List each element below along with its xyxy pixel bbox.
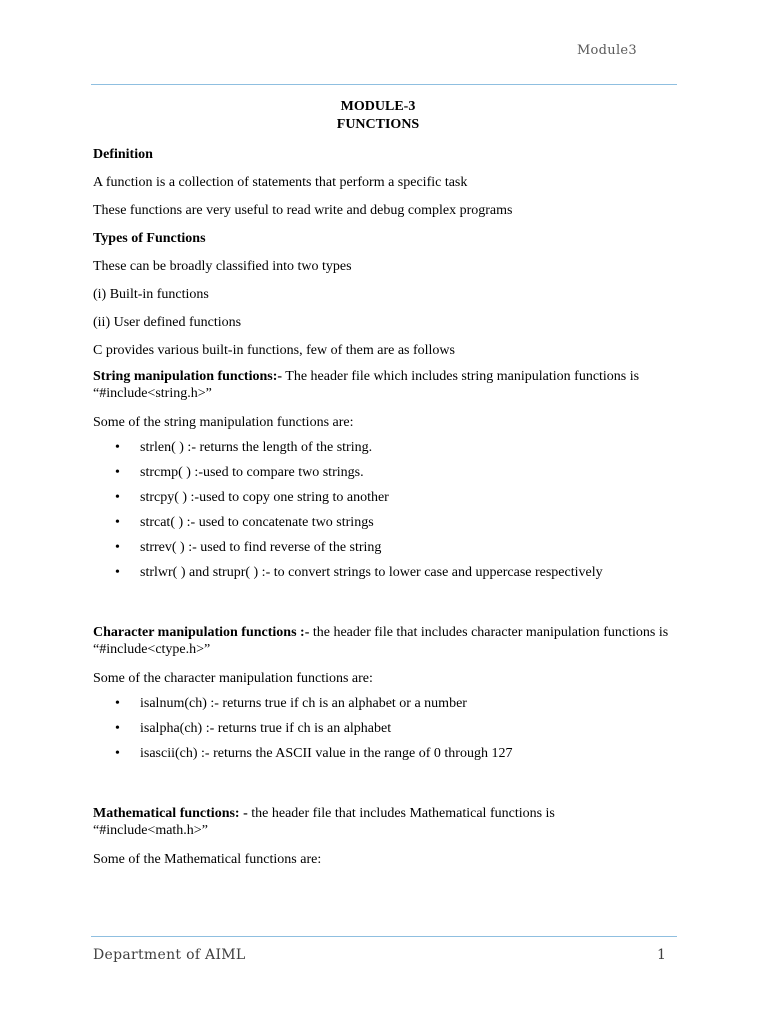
- list-item-text: strcpy( ) :-used to copy one string to another: [140, 490, 389, 505]
- types-heading: Types of Functions: [93, 231, 206, 246]
- bullet-icon: •: [115, 490, 120, 505]
- list-item: [93, 439, 673, 456]
- definition-heading: Definition: [93, 147, 153, 162]
- list-item: [93, 564, 673, 581]
- character-section-label: Character manipulation functions :-: [93, 625, 310, 640]
- types-paragraph: These can be broadly classified into two types: [93, 259, 352, 274]
- page-title: [83, 98, 673, 134]
- list-item: [93, 745, 673, 762]
- list-item-text: strcmp( ) :-used to compare two strings.: [140, 465, 364, 480]
- math-section-text: the header file that includes Mathematical functions is “#include<math.h>”: [93, 806, 555, 838]
- list-item-text: isascii(ch) :- returns the ASCII value in the range of 0 through 127: [140, 746, 513, 761]
- string-section-paragraph: [93, 368, 673, 402]
- string-section-label: String manipulation functions:-: [93, 369, 283, 384]
- list-item: [93, 695, 673, 712]
- bullet-icon: •: [115, 565, 120, 580]
- builtin-intro: C provides various built-in functions, few of them are as follows: [93, 343, 455, 358]
- title-functions: FUNCTIONS: [336, 117, 420, 132]
- document-body: [93, 98, 673, 868]
- definition-paragraph-1: A function is a collection of statements that perform a specific task: [93, 175, 468, 190]
- math-section-paragraph: [93, 805, 673, 839]
- list-item-text: isalpha(ch) :- returns true if ch is an alphabet: [140, 721, 392, 736]
- character-function-list: [93, 695, 673, 762]
- bullet-icon: •: [115, 696, 120, 711]
- bullet-icon: •: [115, 746, 120, 761]
- list-item: [93, 539, 673, 556]
- bullet-icon: •: [115, 515, 120, 530]
- character-intro: Some of the character manipulation functions are:: [93, 671, 373, 686]
- list-item: [93, 514, 673, 531]
- list-item-text: isalnum(ch) :- returns true if ch is an alphabet or a number: [140, 696, 467, 711]
- bullet-icon: •: [115, 540, 120, 555]
- list-item-text: strlwr( ) and strupr( ) :- to convert strings to lower case and uppercase respectively: [140, 565, 603, 580]
- math-section-label: Mathematical functions: -: [93, 806, 248, 821]
- title-module: MODULE-3: [340, 99, 416, 114]
- list-item: [93, 720, 673, 737]
- footer-divider: [91, 936, 677, 937]
- list-item-text: strcat( ) :- used to concatenate two strings: [140, 515, 374, 530]
- bullet-icon: •: [115, 440, 120, 455]
- list-item: [93, 464, 673, 481]
- footer-department: Department of AIML: [93, 947, 246, 963]
- character-section-text: the header file that includes character manipulation functions is “#include<ctype.h>”: [93, 625, 669, 657]
- types-item-builtin: (i) Built-in functions: [93, 287, 209, 302]
- list-item: [93, 489, 673, 506]
- string-function-list: [93, 439, 673, 581]
- character-section-paragraph: [93, 624, 673, 658]
- list-item-text: strlen( ) :- returns the length of the string.: [140, 440, 373, 455]
- page-header: Module3: [576, 43, 637, 58]
- string-section-text: The header file which includes string manipulation functions is “#include<string.h>”: [93, 369, 640, 401]
- bullet-icon: •: [115, 465, 120, 480]
- list-item-text: strrev( ) :- used to find reverse of the string: [140, 540, 382, 555]
- header-divider: [91, 84, 677, 85]
- bullet-icon: •: [115, 721, 120, 736]
- page-number: 1: [657, 947, 666, 963]
- math-intro: Some of the Mathematical functions are:: [93, 852, 322, 867]
- string-intro: Some of the string manipulation functions are:: [93, 415, 354, 430]
- types-item-user-defined: (ii) User defined functions: [93, 315, 242, 330]
- definition-paragraph-2: These functions are very useful to read write and debug complex programs: [93, 203, 513, 218]
